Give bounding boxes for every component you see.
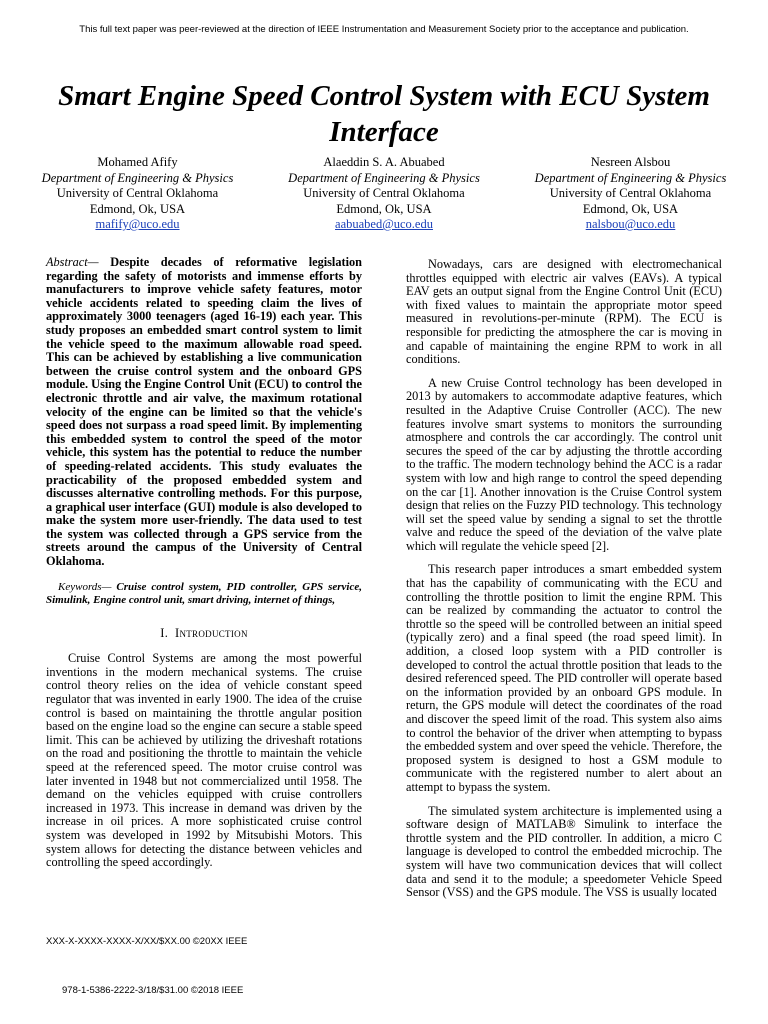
keywords — [46, 581, 362, 607]
author-block — [20, 155, 748, 233]
isbn-note: 978-1-5386-2222-3/18/$31.00 ©2018 IEEE — [62, 985, 244, 996]
paragraph: This research paper introduces a smart embedded system that has the capability of communicating with the ECU and controlling the throttle position to limit the engine RPM. This can be realized by commanding the actuator to control the throttle so the speed will be controlled between an initial speed (typically zero) and a final speed (the road speed limit). In addition, a closed loop system with a PID controller is developed to control the actual throttle position that leads to the desired referenced speed. The PID controller will operate based on the information provided by an onboard GPS module. In return, the GPS module will detect the coordinates of the road and discover the speed limit of the road. This system also aims to control the behavior of the driver when attempting to bypass the embedded system and over speed the vehicle. Therefore, the proposed system is designed to host a GSM module to communicate with the registered number to alert about an attempt to bypass the system. — [406, 562, 722, 794]
author-city: Edmond, Ok, USA — [89, 201, 186, 216]
author-name: Alaeddin S. A. Abuabed — [323, 155, 445, 169]
keywords-text: Cruise control system, PID controller, GPS service, Simulink, Engine control unit, smart driving, internet of things, — [46, 580, 362, 606]
abstract-lead: Abstract— — [46, 255, 99, 269]
author-1 — [20, 155, 255, 233]
abstract — [46, 256, 362, 569]
section-heading — [46, 627, 362, 641]
left-column — [46, 256, 362, 880]
author-dept: Department of Engineering & Physics — [41, 170, 234, 185]
paragraph: A new Cruise Control technology has been developed in 2013 by automakers to accommodate adaptive features, which resulted in the Adaptive Cruise Controller (ACC). The new features involve smart systems to monitors the surrounding atmosphere and controls the car accordingly. The control unit secures the speed of the car by adjusting the throttle according to the traffic. The modern technology behind the ACC is a radar system with low and high range to control the speed depending on the car [1]. Another innovation is the Cruise Control system design that relies on the Fuzzy PID technology. This technology will set the speed value by sending a signal to set the throttle valve and reduce the speed of the deviation of the valve plate which will regulate the vehicle speed [2]. — [406, 375, 722, 553]
author-3 — [513, 155, 748, 233]
keywords-lead: Keywords— — [58, 580, 112, 593]
author-email-link[interactable]: nalsbou@uco.edu — [585, 217, 676, 231]
paragraph: Nowadays, cars are designed with electromechanical throttles equipped with electric air valves (EAVs). A typical EAV gets an output signal from the Engine Control Unit (ECU) with fixed values to maintain the appropriate motor speed measured in revolutions-per-minute (RPM). The ECU is responsible for predicting the atmosphere the car is moving in and capable of maintaining the engine RPM to work in all conditions. — [406, 257, 722, 367]
paragraph: Cruise Control Systems are among the most powerful inventions in the modern mechanical systems. The cruise control theory relies on the idea of vehicle constant speed regulator that was invented in early 1900. The idea of the cruise control is based on maintaining the throttle angular position based on the engine load so the engine can secure a stable speed limit. This can be achieved by utilizing the driveshaft rotations on the road and positioning the throttle to maintain the vehicle speed at the referenced speed. The motor cruise control was later invented in 1948 but not commercialized until 1958. The demand on the vehicles equipped with cruise controllers increased in 1973. This increase in demand was driven by the increase in oil prices. A more sophisticated cruise control system was developed in 1992 by Mitsubishi Motors. This system allows for detecting the distance between vehicles and controlling the speed accordingly. — [46, 651, 362, 870]
right-column — [406, 258, 722, 910]
author-name: Mohamed Afify — [97, 155, 178, 169]
author-univ: University of Central Oklahoma — [56, 186, 219, 200]
author-univ: University of Central Oklahoma — [549, 186, 712, 200]
author-dept: Department of Engineering & Physics — [534, 170, 727, 185]
author-city: Edmond, Ok, USA — [582, 201, 679, 216]
paper-title: Smart Engine Speed Control System with ECU System Interface — [58, 80, 710, 148]
section-number: I. — [160, 625, 169, 640]
author-email-link[interactable]: aabuabed@uco.edu — [335, 217, 433, 231]
paragraph: The simulated system architecture is implemented using a software design of MATLAB® Simulink to interface the throttle system and the PID controller. In addition, a micro C language is developed to control the embedded microchip. The system will have two communication devices that will collect data and send it to the module; a speedometer Vehicle Speed Sensor (VSS) and the GPS module. The VSS is usually located — [406, 803, 722, 900]
section-title: Introduction — [174, 625, 248, 640]
author-city: Edmond, Ok, USA — [336, 201, 432, 216]
abstract-text: Despite decades of reformative legislation regarding the safety of motorists and immense efforts by manufacturers to improve vehicle safety features, motor vehicle accidents related to speeding claim the lives of approximately 3000 teenagers (aged 16-19) each year. This study proposes an embedded smart control system to limit the vehicle speed to the maximum allowable road speed. This can be achieved by establishing a live communication between the cruise control system and the onboard GPS module. Using the Engine Control Unit (ECU) to control the electronic throttle and air valve, the maximum rotational velocity of the engine can be limited so that the vehicle's speed does not surpass a road speed limit. By implementing this embedded system to control the speed of the motor vehicle, this system has the potential to reduce the number of speeding-related accidents. This study evaluates the practicability of the proposed embedded system and discusses alternative controlling methods. For this purpose, a graphical user interface (GUI) module is also developed to make the system more user-friendly. The data used to test the system was collected through a GPS service from the streets around the campus of the University of Central Oklahoma. — [46, 255, 362, 569]
author-dept: Department of Engineering & Physics — [288, 170, 480, 185]
review-note: This full text paper was peer-reviewed at the direction of IEEE Instrumentation and Measurement Society prior to the acceptance and publication. — [79, 24, 689, 35]
author-univ: University of Central Oklahoma — [303, 186, 465, 200]
author-name: Nesreen Alsbou — [590, 155, 671, 169]
author-email-link[interactable]: mafify@uco.edu — [95, 217, 180, 231]
author-2 — [267, 155, 502, 233]
copyright-placeholder: XXX-X-XXXX-XXXX-X/XX/$XX.00 ©20XX IEEE — [46, 936, 248, 947]
